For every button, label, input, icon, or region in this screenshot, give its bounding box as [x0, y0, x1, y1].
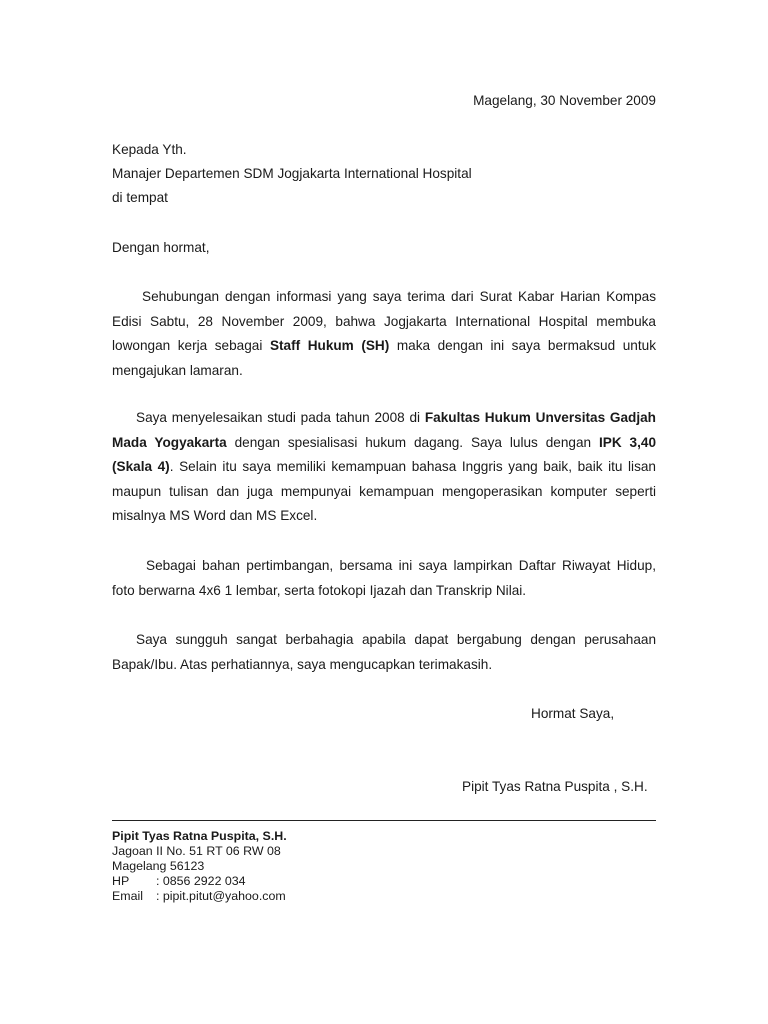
university-name: Fakultas Hukum Unversitas Gadjah Mada Yogyakarta: [112, 410, 656, 450]
paragraph-3: Sebagai bahan pertimbangan, bersama ini saya lampirkan Daftar Riwayat Hidup, foto berwarna 4x6 1 lembar, serta fotokopi Ijazah dan Transkrip Nilai.: [112, 558, 656, 598]
paragraph-4: Saya sungguh sangat berbahagia apabila dapat bergabung dengan perusahaan Bapak/Ibu. Atas perhatiannya, saya mengucapkan terimakasih.: [112, 632, 656, 672]
footer-address-1: Jagoan II No. 51 RT 06 RW 08: [112, 844, 281, 858]
paragraph-2-text-c: . Selain itu saya memiliki kemampuan bahasa Inggris yang baik, baik itu lisan maupun tulisan dan juga mempunyai kemampuan mengoperasikan komputer seperti misalnya MS Word dan MS Excel.: [112, 459, 656, 523]
paragraph-1-text-b: maka dengan ini saya bermaksud untuk mengajukan lamaran.: [112, 338, 656, 378]
footer-phone: [112, 874, 287, 889]
paragraph-1-text-a: Sehubungan dengan informasi yang saya terima dari Surat Kabar Harian Kompas Edisi Sabtu, 28 November 2009, bahwa Jogjakarta International Hospital membuka lowongan kerja sebagai: [112, 289, 656, 353]
paragraph-1: [112, 285, 656, 383]
signature-name: Pipit Tyas Ratna Puspita , S.H.: [462, 779, 648, 794]
email-label: Email: [112, 889, 143, 903]
gpa: IPK 3,40 (Skala 4): [112, 434, 656, 474]
recipient-line-3: di tempat: [112, 190, 168, 205]
phone-value: : 0856 2922 034: [156, 874, 246, 888]
paragraph-2-text-a: Saya menyelesaikan studi pada tahun 2008 di: [136, 410, 425, 425]
paragraph-2-text-b: dengan spesialisasi hukum dagang. Saya lulus dengan: [226, 434, 599, 450]
recipient-line-2: Manajer Departemen SDM Jogjakarta International Hospital: [112, 166, 472, 181]
footer-address-2: Magelang 56123: [112, 859, 205, 873]
footer-name: Pipit Tyas Ratna Puspita, S.H.: [112, 829, 287, 843]
phone-label: HP: [112, 874, 130, 888]
recipient-line-1: Kepada Yth.: [112, 142, 187, 157]
contact-footer: [112, 829, 287, 904]
closing: Hormat Saya,: [531, 706, 615, 721]
email-value: : pipit.pitut@yahoo.com: [156, 889, 286, 903]
footer-divider: [112, 820, 656, 821]
paragraph-2: [112, 406, 656, 529]
greeting: Dengan hormat,: [112, 240, 210, 255]
footer-email: [112, 889, 287, 904]
date-line: Magelang, 30 November 2009: [473, 93, 656, 108]
position-applied: Staff Hukum (SH): [269, 338, 390, 353]
